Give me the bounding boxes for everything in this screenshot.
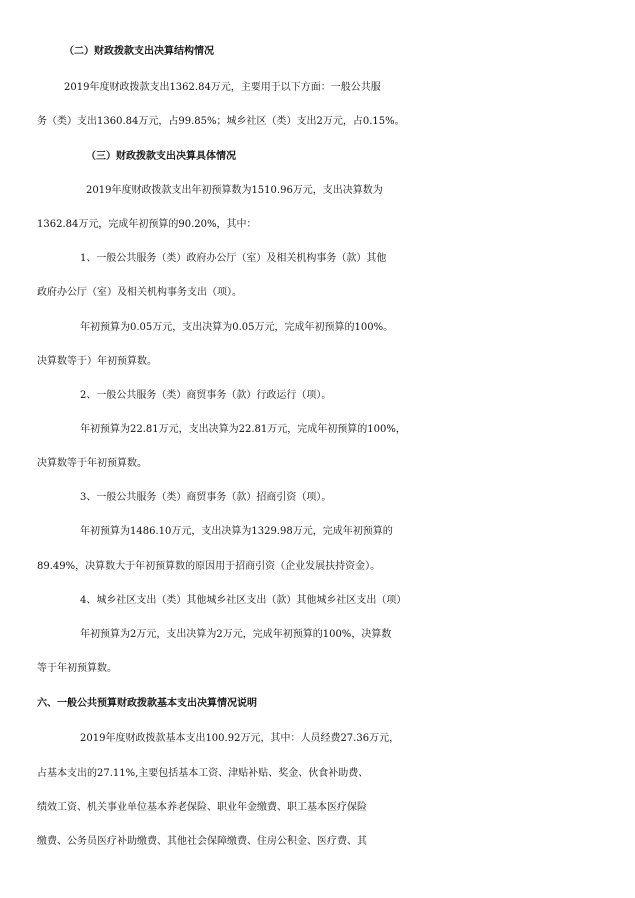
list-item: 4、城乡社区支出（类）其他城乡社区支出（款）其他城乡社区支出（项） xyxy=(80,595,407,606)
section-heading-structure: （二）财政拨款支出决算结构情况 xyxy=(64,46,214,57)
paragraph-line: 2019年度财政拨款基本支出100.92万元，其中：人员经费27.36万元， xyxy=(80,733,400,744)
list-item: 2、一般公共服务（类）商贸事务（款）行政运行（项）。 xyxy=(80,390,332,401)
paragraph-line: 占基本支出的27.11%,主要包括基本工资、津贴补贴、奖金、伙食补助费、 xyxy=(37,768,369,779)
list-item-detail: 决算数等于）年初预算数。 xyxy=(37,356,157,367)
paragraph-line: 2019年度财政拨款支出1362.84万元，主要用于以下方面：一般公共服 xyxy=(64,82,381,93)
list-item-detail: 年初预算为0.05万元，支出决算为0.05万元，完成年初预算的100%。 xyxy=(80,322,394,333)
section-heading-basic-expenditure: 六、一般公共预算财政拨款基本支出决算情况说明 xyxy=(37,698,257,709)
list-item: 1、一般公共服务（类）政府办公厅（室）及相关机构事务（款）其他 xyxy=(80,253,387,264)
list-item-detail: 年初预算为22.81万元，支出决算为22.81万元，完成年初预算的100%， xyxy=(80,424,406,435)
paragraph-line: 2019年度财政拨款支出年初预算数为1510.96万元，支出决算数为 xyxy=(86,185,383,196)
paragraph-line: 缴费、公务员医疗补助缴费、其他社会保障缴费、住房公积金、医疗费、其 xyxy=(37,836,367,847)
paragraph-line: 绩效工资、机关事业单位基本养老保险、职业年金缴费、职工基本医疗保险 xyxy=(37,802,367,813)
list-item-detail: 等于年初预算数。 xyxy=(37,663,117,674)
list-item: 政府办公厅（室）及相关机构事务支出（项）。 xyxy=(37,287,242,298)
paragraph-line: 务（类）支出1360.84万元，占99.85%；城乡社区（类）支出2万元，占0.15%。 xyxy=(37,116,405,127)
paragraph-line: 1362.84万元，完成年初预算的90.20%，其中： xyxy=(37,219,257,230)
section-heading-details: （三）财政拨款支出决算具体情况 xyxy=(86,151,236,162)
list-item-detail: 年初预算为2万元，支出决算为2万元，完成年初预算的100%，决算数 xyxy=(80,629,392,640)
list-item-detail: 决算数等于年初预算数。 xyxy=(37,458,147,469)
list-item: 3、一般公共服务（类）商贸事务（款）招商引资（项）。 xyxy=(80,492,332,503)
list-item-detail: 89.49%，决算数大于年初预算数的原因用于招商引资（企业发展扶持资金）。 xyxy=(37,561,381,572)
list-item-detail: 年初预算为1486.10万元，支出决算为1329.98万元，完成年初预算的 xyxy=(80,526,393,537)
